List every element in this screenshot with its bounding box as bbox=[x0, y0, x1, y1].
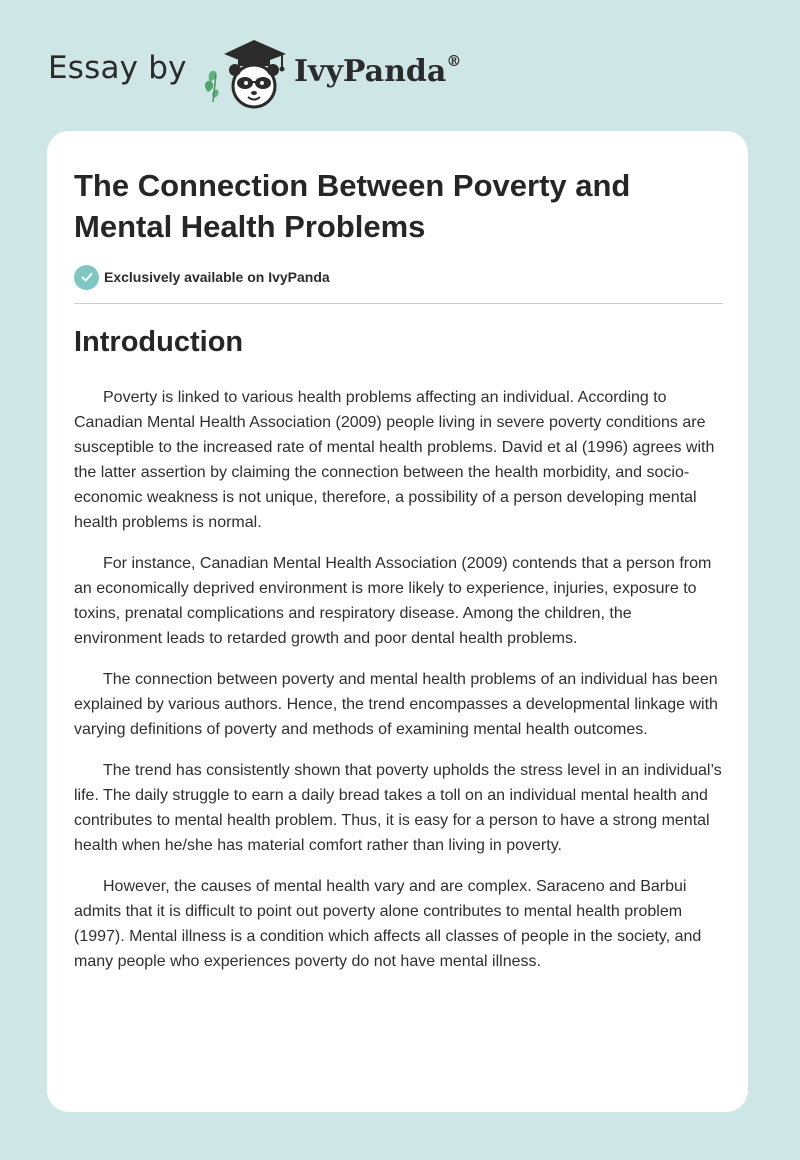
panda-logo-icon[interactable] bbox=[202, 34, 292, 110]
registered-mark: ® bbox=[446, 52, 462, 70]
check-icon bbox=[74, 265, 99, 290]
brand-text: IvyPanda bbox=[294, 54, 447, 89]
section-heading: Introduction bbox=[74, 326, 244, 358]
exclusive-badge bbox=[74, 264, 330, 290]
paragraph-4: The trend has consistently shown that poverty upholds the stress level in an individual’s life. The daily struggle to earn a daily bread takes a toll on an individual mental health and contributes to mental health problem. Thus, it is easy for a person to have a strong mental health when he/she has material comfort rather than living in poverty. bbox=[74, 762, 722, 854]
paragraph-5: However, the causes of mental health vary and are complex. Saraceno and Barbui admits that it is difficult to point out poverty alone contributes to mental health problem (1997). Mental illness is a condition which affects all classes of people in the society, and many people who experiences poverty do not have mental illness. bbox=[74, 878, 702, 970]
essay-title: The Connection Between Poverty and Mental Health Problems bbox=[74, 168, 631, 244]
paragraph-2: For instance, Canadian Mental Health Association (2009) contends that a person from an economically deprived environment is more likely to experience, injuries, exposure to toxins, prenatal complications and respiratory disease. Among the children, the environment leads to retarded growth and poor dental health problems. bbox=[74, 555, 712, 647]
essay-by-label: Essay by bbox=[48, 50, 187, 86]
site-header bbox=[48, 34, 508, 110]
brand-name[interactable] bbox=[294, 54, 461, 89]
paragraph-1: Poverty is linked to various health problems affecting an individual. According to Canadian Mental Health Association (2009) people living in severe poverty conditions are susceptible to the increased rate of mental health problems. David et al (1996) agrees with the latter assertion by claiming the connection between the health morbidity, and socio-economic weakness is not unique, therefore, a possibility of a person developing mental health problems is normal. bbox=[74, 389, 715, 531]
exclusive-label: Exclusively available on IvyPanda bbox=[104, 269, 330, 285]
essay-card bbox=[47, 131, 748, 1112]
divider bbox=[74, 303, 723, 304]
paragraph-3: The connection between poverty and mental health problems of an individual has been explained by various authors. Hence, the trend encompasses a developmental linkage with varying definitions of poverty and methods of examining mental health outcomes. bbox=[74, 671, 718, 738]
essay-body bbox=[74, 385, 724, 990]
